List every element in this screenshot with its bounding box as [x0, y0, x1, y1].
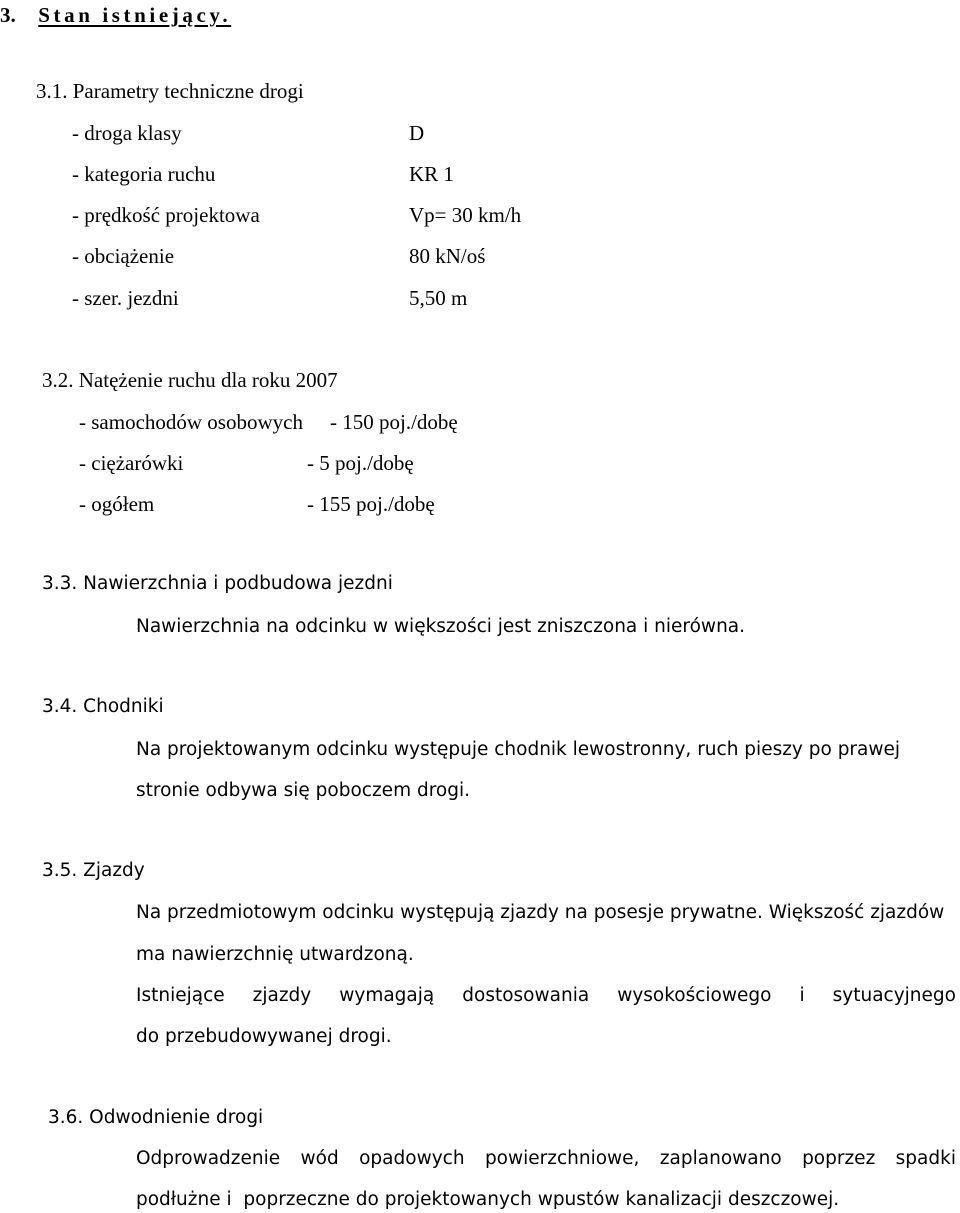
- traffic-label: - samochodów osobowych: [79, 410, 303, 434]
- justified-line: [136, 1146, 956, 1172]
- word: wód: [300, 1148, 339, 1169]
- word: zaplanowano: [659, 1148, 782, 1169]
- paragraph-line: Na projektowanym odcinku występuje chodnik lewostronny, ruch pieszy po prawej: [136, 739, 901, 760]
- word: spadki: [895, 1148, 956, 1169]
- word: sytuacyjnego: [832, 985, 956, 1006]
- param-value: 5,50 m: [409, 286, 468, 310]
- traffic-value: - 5 poj./dobę: [307, 451, 414, 475]
- paragraph-line: Na przedmiotowym odcinku występują zjazdy na posesje prywatne. Większość zjazdów: [136, 902, 945, 923]
- word: poprzez: [802, 1148, 876, 1169]
- word: wysokościowego: [617, 985, 772, 1006]
- word: wymagają: [339, 985, 435, 1006]
- param-value: KR 1: [409, 162, 454, 186]
- word: Odprowadzenie: [136, 1148, 281, 1169]
- section-title: Stan istniejący.: [38, 3, 232, 27]
- traffic-value: - 155 poj./dobę: [307, 492, 435, 516]
- paragraph-line: ma nawierzchnię utwardzoną.: [136, 944, 414, 965]
- param-label: - kategoria ruchu: [72, 162, 216, 186]
- word: powierzchniowe,: [484, 1148, 640, 1169]
- subsection-title-3-5: 3.5. Zjazdy: [42, 860, 145, 881]
- param-value: D: [409, 121, 425, 145]
- paragraph-text: Nawierzchnia na odcinku w większości jest zniszczona i nierówna.: [136, 616, 746, 637]
- param-label: - obciążenie: [72, 244, 175, 268]
- traffic-label: - ogółem: [79, 492, 155, 516]
- subsection-title-3-6: 3.6. Odwodnienie drogi: [48, 1107, 264, 1128]
- word: opadowych: [359, 1148, 465, 1169]
- param-label: - prędkość projektowa: [72, 203, 260, 227]
- paragraph-line: podłużne i poprzeczne do projektowanych wpustów kanalizacji deszczowej.: [136, 1189, 840, 1210]
- subsection-title-3-4: 3.4. Chodniki: [42, 696, 164, 717]
- param-value: 80 kN/oś: [409, 244, 486, 268]
- word: dostosowania: [462, 985, 590, 1006]
- traffic-label: - ciężarówki: [79, 451, 184, 475]
- traffic-value: - 150 poj./dobę: [330, 410, 458, 434]
- word: zjazdy: [252, 985, 312, 1006]
- param-label: - szer. jezdni: [72, 286, 179, 310]
- section-heading: [0, 2, 231, 28]
- paragraph-line: do przebudowywanej drogi.: [136, 1026, 392, 1047]
- subsection-title-3-1: 3.1. Parametry techniczne drogi: [36, 79, 304, 103]
- subsection-title-3-2: 3.2. Natężenie ruchu dla roku 2007: [42, 368, 338, 392]
- section-number: 3.: [0, 3, 16, 27]
- subsection-title-3-3: 3.3. Nawierzchnia i podbudowa jezdni: [42, 573, 393, 594]
- word: i: [799, 985, 805, 1006]
- justified-line: [136, 983, 956, 1009]
- word: Istniejące: [136, 985, 225, 1006]
- param-value: Vp= 30 km/h: [409, 203, 522, 227]
- param-label: - droga klasy: [72, 121, 182, 145]
- paragraph-line: stronie odbywa się poboczem drogi.: [136, 780, 470, 801]
